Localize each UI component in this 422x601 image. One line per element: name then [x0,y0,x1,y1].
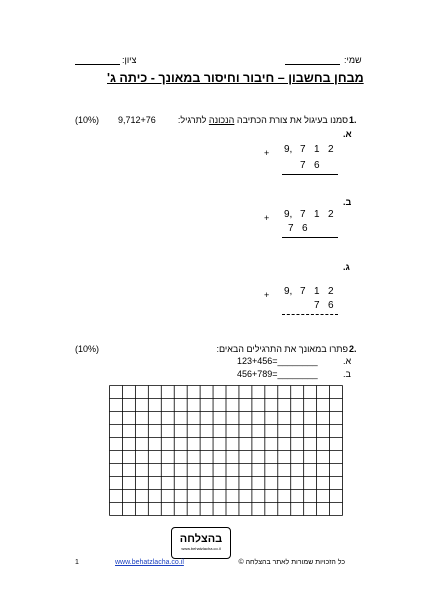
digit: 7 [288,223,294,234]
digit: 2 [328,209,334,220]
q2-item-a-exercise: 123+456=________ [237,356,318,366]
q1-option-c-label: ג. [343,262,350,272]
q1-option-b-label: ב. [343,197,352,207]
name-label: שמי: [344,55,362,65]
digit: 7 [300,209,306,220]
digit: 1 [314,209,320,220]
digit: 1 [314,286,320,297]
q2-item-b-exercise: 456+789=________ [237,369,318,379]
q1-option-b-sum-line [282,237,338,238]
footer-logo [171,527,231,559]
grade-field-line[interactable] [75,64,120,65]
page-number: 1 [75,559,79,566]
website-link[interactable]: www.behatzlacha.co.il [115,559,184,566]
digit: 9, [284,209,293,220]
digit: 7 [300,286,306,297]
q1-option-a-bottom [284,160,344,172]
q2-item-a-label: א. [343,356,352,366]
q1-option-b-top [284,209,344,221]
q2-percent: (10%) [75,344,100,354]
digit: 6 [314,160,320,171]
q1-option-a-sum-line [282,174,338,175]
q1-option-c-sum-line [282,314,338,315]
digit: 2 [328,286,334,297]
logo-subtext: www.behatzlacha.co.il [181,546,221,551]
digit: 2 [328,144,334,155]
digit: 7 [300,160,306,171]
logo-text: בהצלחה [179,533,223,545]
q1-option-a-label: א. [343,129,352,139]
q1-text-end: לתרגיל: [177,115,209,125]
q1-option-b-sign: + [264,213,270,223]
q2-number: 2. [349,344,357,354]
q1-number: 1. [349,115,357,125]
q1-underlined-word: הנכונה [208,115,235,125]
q1-option-a-top [284,144,344,156]
digit: 9, [284,144,293,155]
digit: 7 [314,300,320,311]
q2-text: פתרו במאונך את התרגילים הבאים: [216,344,348,354]
q1-percent: (10%) [75,115,100,125]
q1-option-c-sign: + [264,290,270,300]
q1-text [172,115,348,125]
work-grid[interactable] [109,385,343,516]
q1-option-b-bottom [284,223,344,235]
q1-option-c-top [284,286,344,298]
q2-item-b-label: ב. [343,369,351,379]
digit: 7 [300,144,306,155]
digit: 1 [314,144,320,155]
name-field-line[interactable] [285,64,340,65]
page-title: מבחן בחשבון – חיבור וחיסור במאונך - כיתה ג' [107,71,364,85]
q1-option-c-bottom [284,300,344,312]
grade-label: ציון: [122,55,137,65]
q1-option-a-sign: + [264,148,270,158]
digit: 6 [302,223,308,234]
q1-exercise: 9,712+76 [118,115,156,125]
digit: 6 [328,300,334,311]
q1-text-start: סמנו בעיגול את צורת הכתיבה [234,115,348,125]
digit: 9, [284,286,293,297]
copyright-text: כל הזכויות שמורות לאתר בהצלחה © [238,559,345,566]
